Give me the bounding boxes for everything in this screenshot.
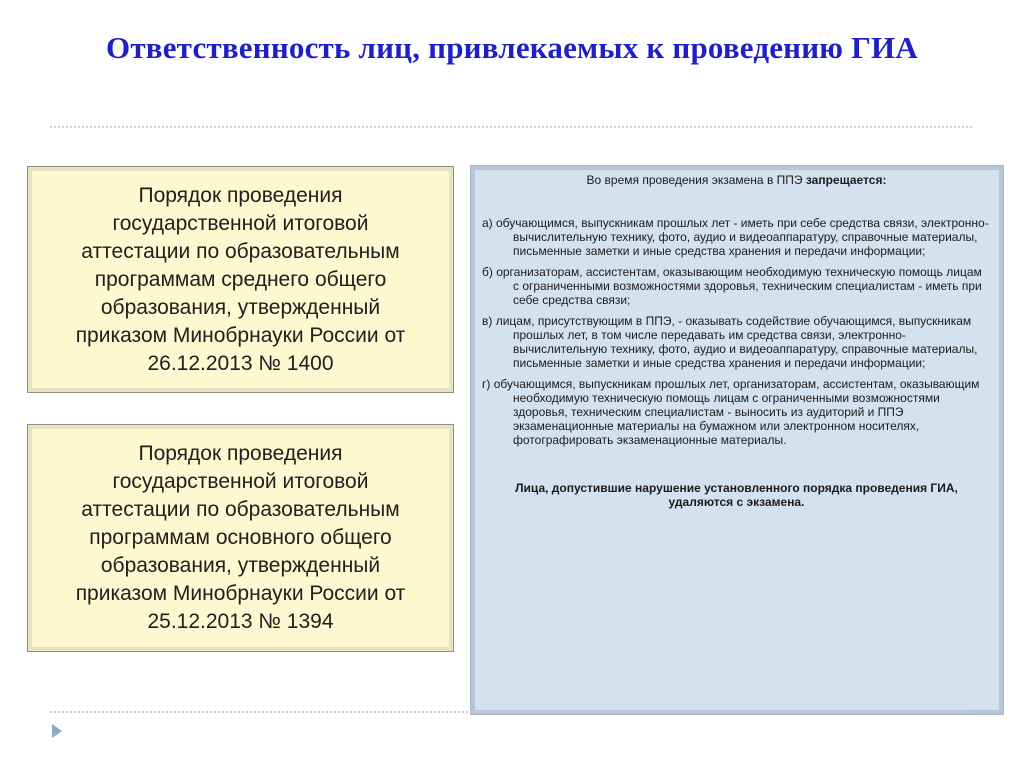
- document-text: Порядок проведения государственной итоговой аттестации по образовательным программам среднего общего образования, утвержденный приказом Минобрнауки России от 26.12.2013 № 1400: [75, 183, 406, 375]
- document-box-sec-1400: [27, 166, 454, 393]
- slide-title: Ответственность лиц, привлекаемых к проведению ГИА: [106, 30, 918, 65]
- document-text: Порядок проведения государственной итоговой аттестации по образовательным программам основного общего образования, утвержденный приказом Минобрнауки России от 25.12.2013 № 1394: [75, 442, 406, 633]
- prohibitions-header-prefix: Во время проведения экзамена в ППЭ: [586, 173, 806, 187]
- prohibition-item-g: г) обучающимся, выпускникам прошлых лет, организаторам, ассистентам, оказывающим необходимую техническую помощь лицам с ограниченными возможностями здоровья, техническим специалистам - выносить из аудиторий и ППЭ экзаменационные материалы на бумажном или электронном носителях, фотографировать экзаменационные материалы.: [482, 377, 980, 447]
- prohibitions-panel: [470, 165, 1004, 715]
- top-divider: [50, 126, 972, 128]
- bottom-divider: [50, 711, 972, 713]
- prohibition-item-v: в) лицам, присутствующим в ППЭ, - оказывать содействие обучающимся, выпускникам прошлых лет, в том числе передавать им средства связи, электронно-вычислительную технику, фото, аудио и видеоаппаратуру, справочные материалы, письменные заметки и иные средства хранения и передачи информации;: [482, 314, 978, 370]
- document-box-sec-1394: [27, 424, 454, 652]
- prohibition-item-a: а) обучающимся, выпускникам прошлых лет - иметь при себе средства связи, электронно-вычислительную технику, фото, аудио и видеоаппаратуру, справочные материалы, письменные заметки и иные средства хранения и передачи информации;: [482, 216, 989, 258]
- prohibitions-list: [482, 216, 991, 447]
- prohibitions-header: [482, 173, 991, 187]
- prohibition-item-b: б) организаторам, ассистентам, оказывающим необходимую техническую помощь лицам с ограниченными возможностями здоровья, техническим специалистам - иметь при себе средства связи;: [482, 265, 982, 307]
- prohibitions-header-bold: запрещается:: [805, 173, 887, 187]
- triangle-right-icon: [52, 724, 62, 738]
- removal-notice: Лица, допустившие нарушение установленного порядка проведения ГИА, удаляются с экзамена.: [515, 481, 958, 509]
